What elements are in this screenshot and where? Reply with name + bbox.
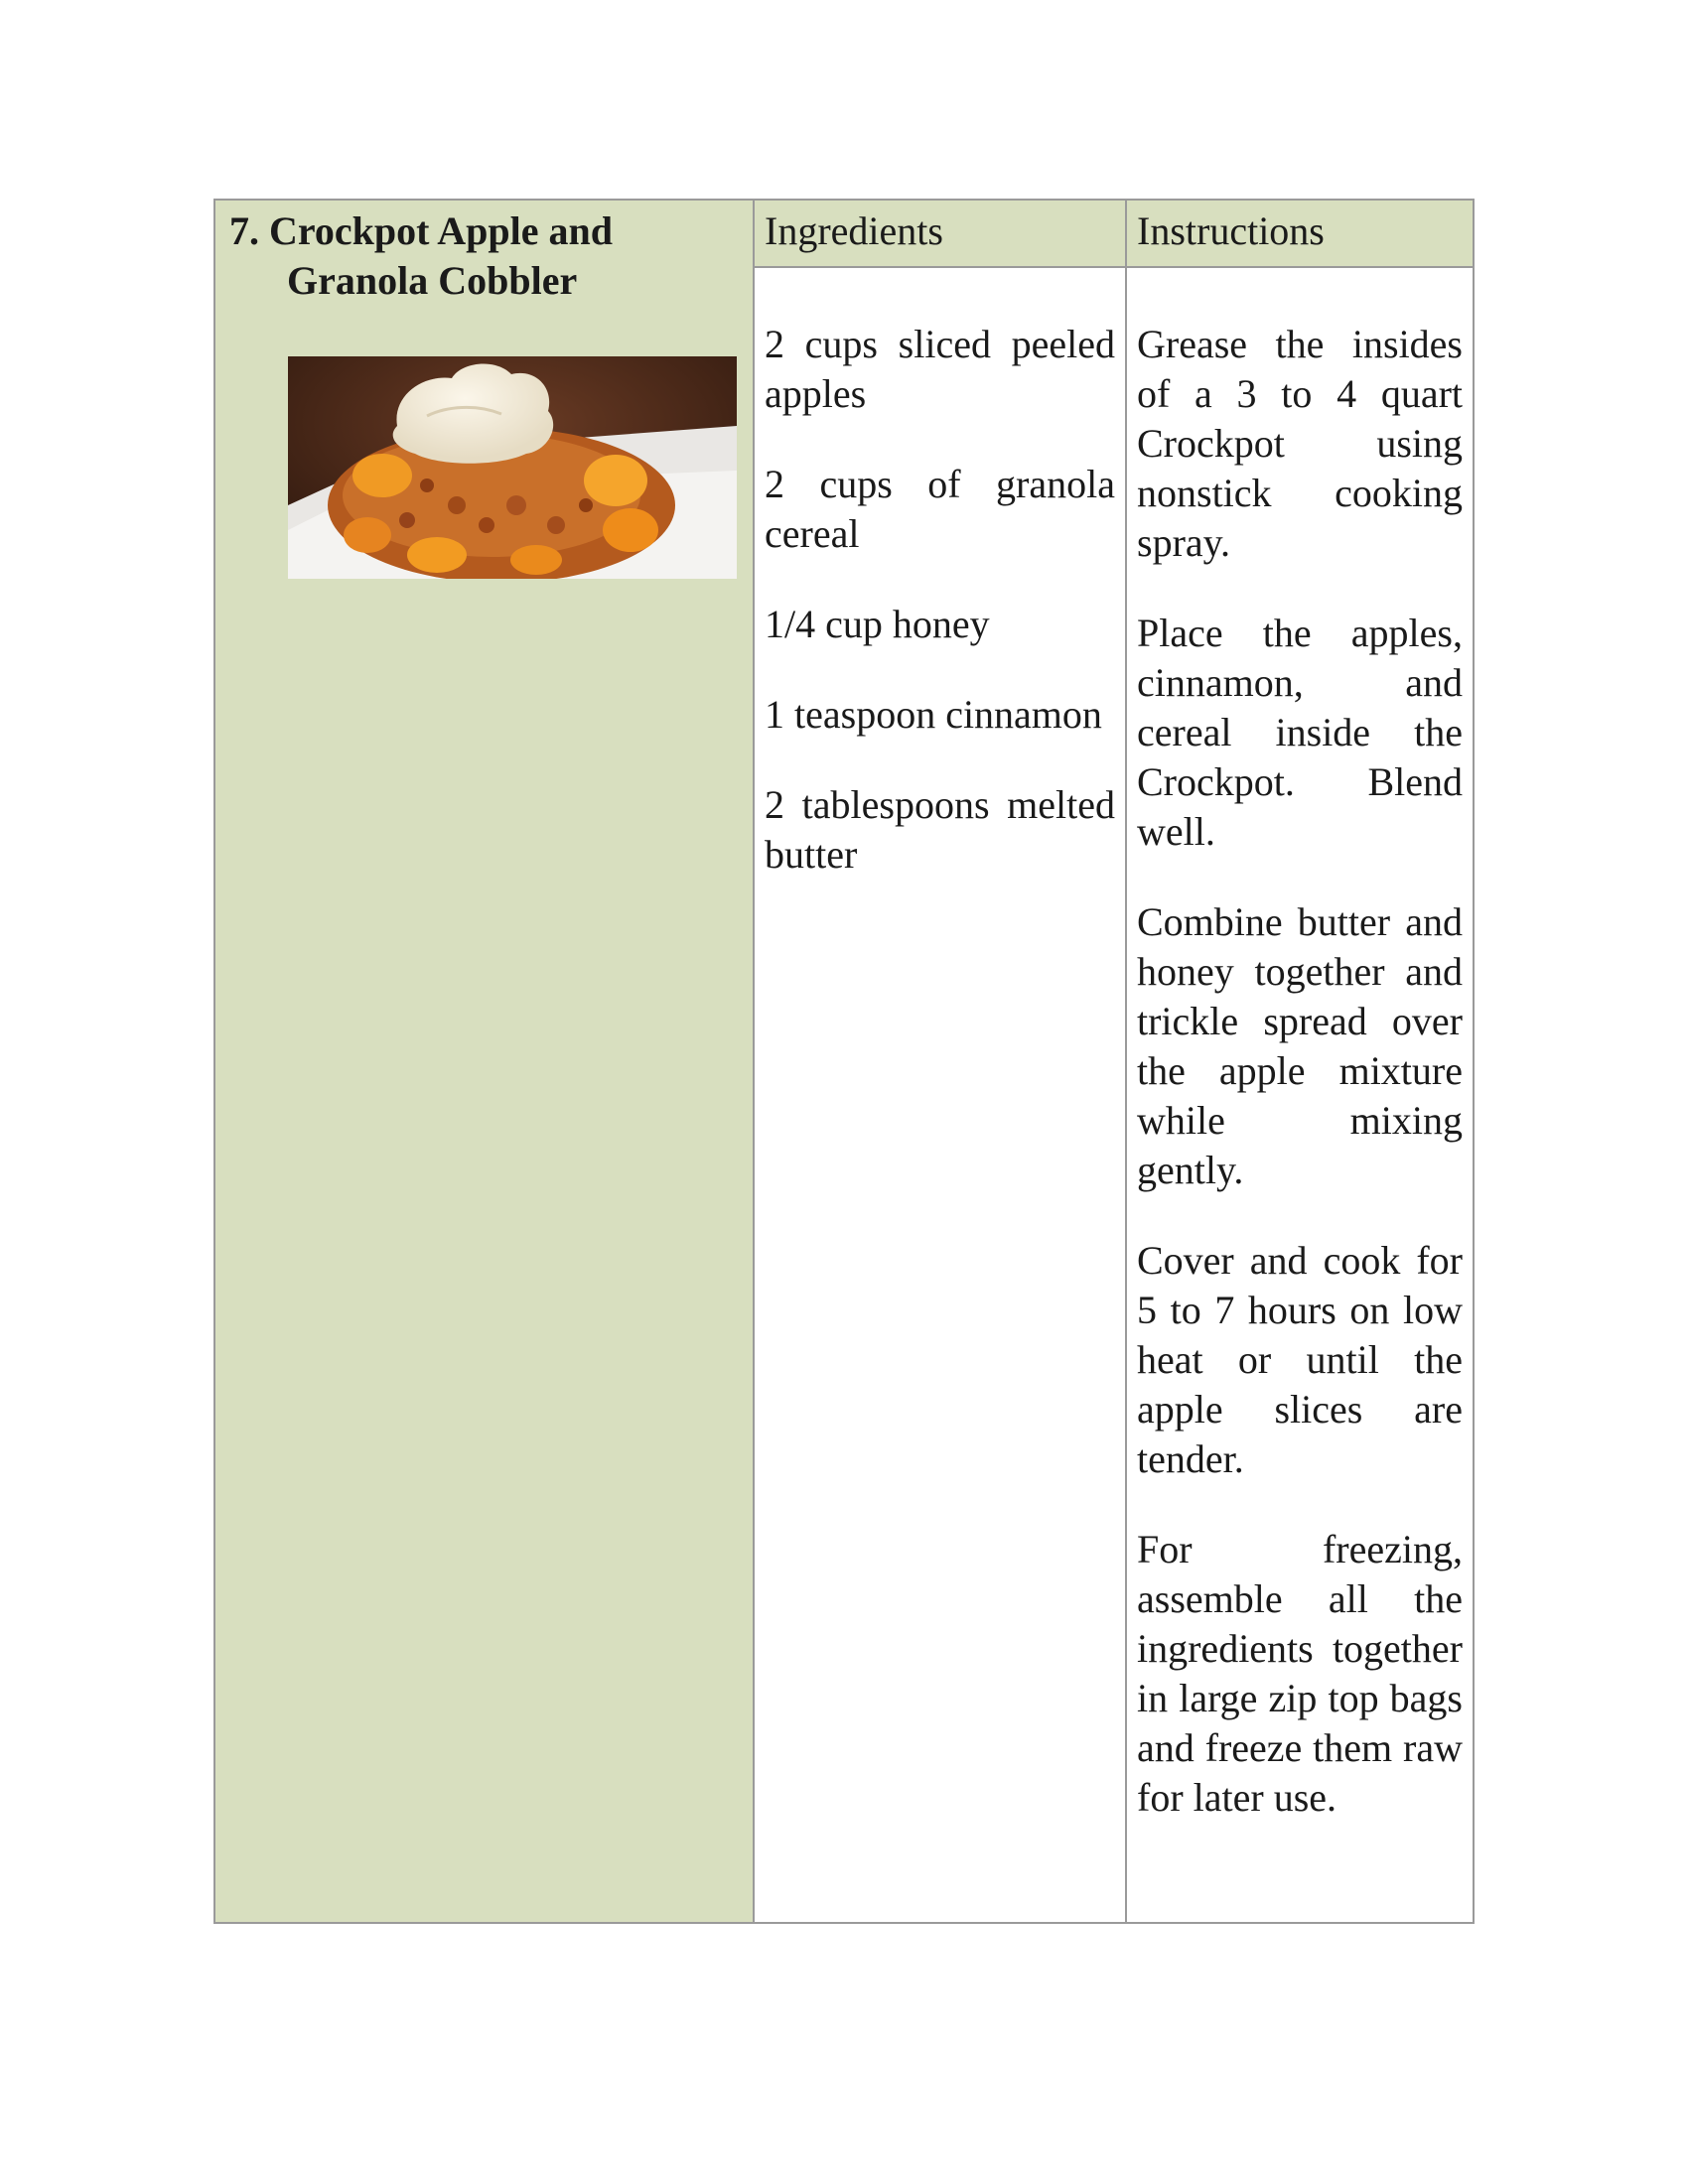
instruction-step: Cover and cook for 5 to 7 hours on low heat or until the apple slices are tender. (1137, 1238, 1463, 1481)
instructions-list (1127, 268, 1473, 1863)
ingredient-item: 2 cups of granola cereal (765, 462, 1115, 556)
ingredients-header: Ingredients (755, 201, 1125, 268)
recipe-title-line2: Granola Cobbler (287, 258, 578, 303)
ingredients-column (755, 201, 1127, 1922)
instruction-step: For freezing, assemble all the ingredients together in large zip top bags and freeze them raw for later use. (1137, 1527, 1463, 1820)
cobbler-photo-illustration (288, 356, 737, 579)
recipe-photo (288, 356, 737, 579)
instruction-step: Grease the insides of a 3 to 4 quart Crockpot using nonstick cooking spray. (1137, 322, 1463, 565)
recipe-table (213, 199, 1475, 1924)
recipe-title-cell (215, 201, 755, 1922)
ingredient-item: 2 cups sliced peeled apples (765, 322, 1115, 416)
instruction-step: Place the apples, cinnamon, and cereal inside the Crockpot. Blend well. (1137, 611, 1463, 854)
ingredients-list (755, 268, 1125, 920)
recipe-title (229, 206, 726, 306)
instructions-header: Instructions (1127, 201, 1473, 268)
recipe-title-line1: 7. Crockpot Apple and (229, 208, 614, 253)
ingredient-item: 1 teaspoon cinnamon (765, 692, 1102, 737)
instructions-column (1127, 201, 1473, 1922)
instruction-step: Combine butter and honey together and trickle spread over the apple mixture while mixing gently. (1137, 899, 1463, 1192)
ingredient-item: 2 tablespoons melted butter (765, 782, 1115, 877)
ingredient-item: 1/4 cup honey (765, 602, 990, 646)
